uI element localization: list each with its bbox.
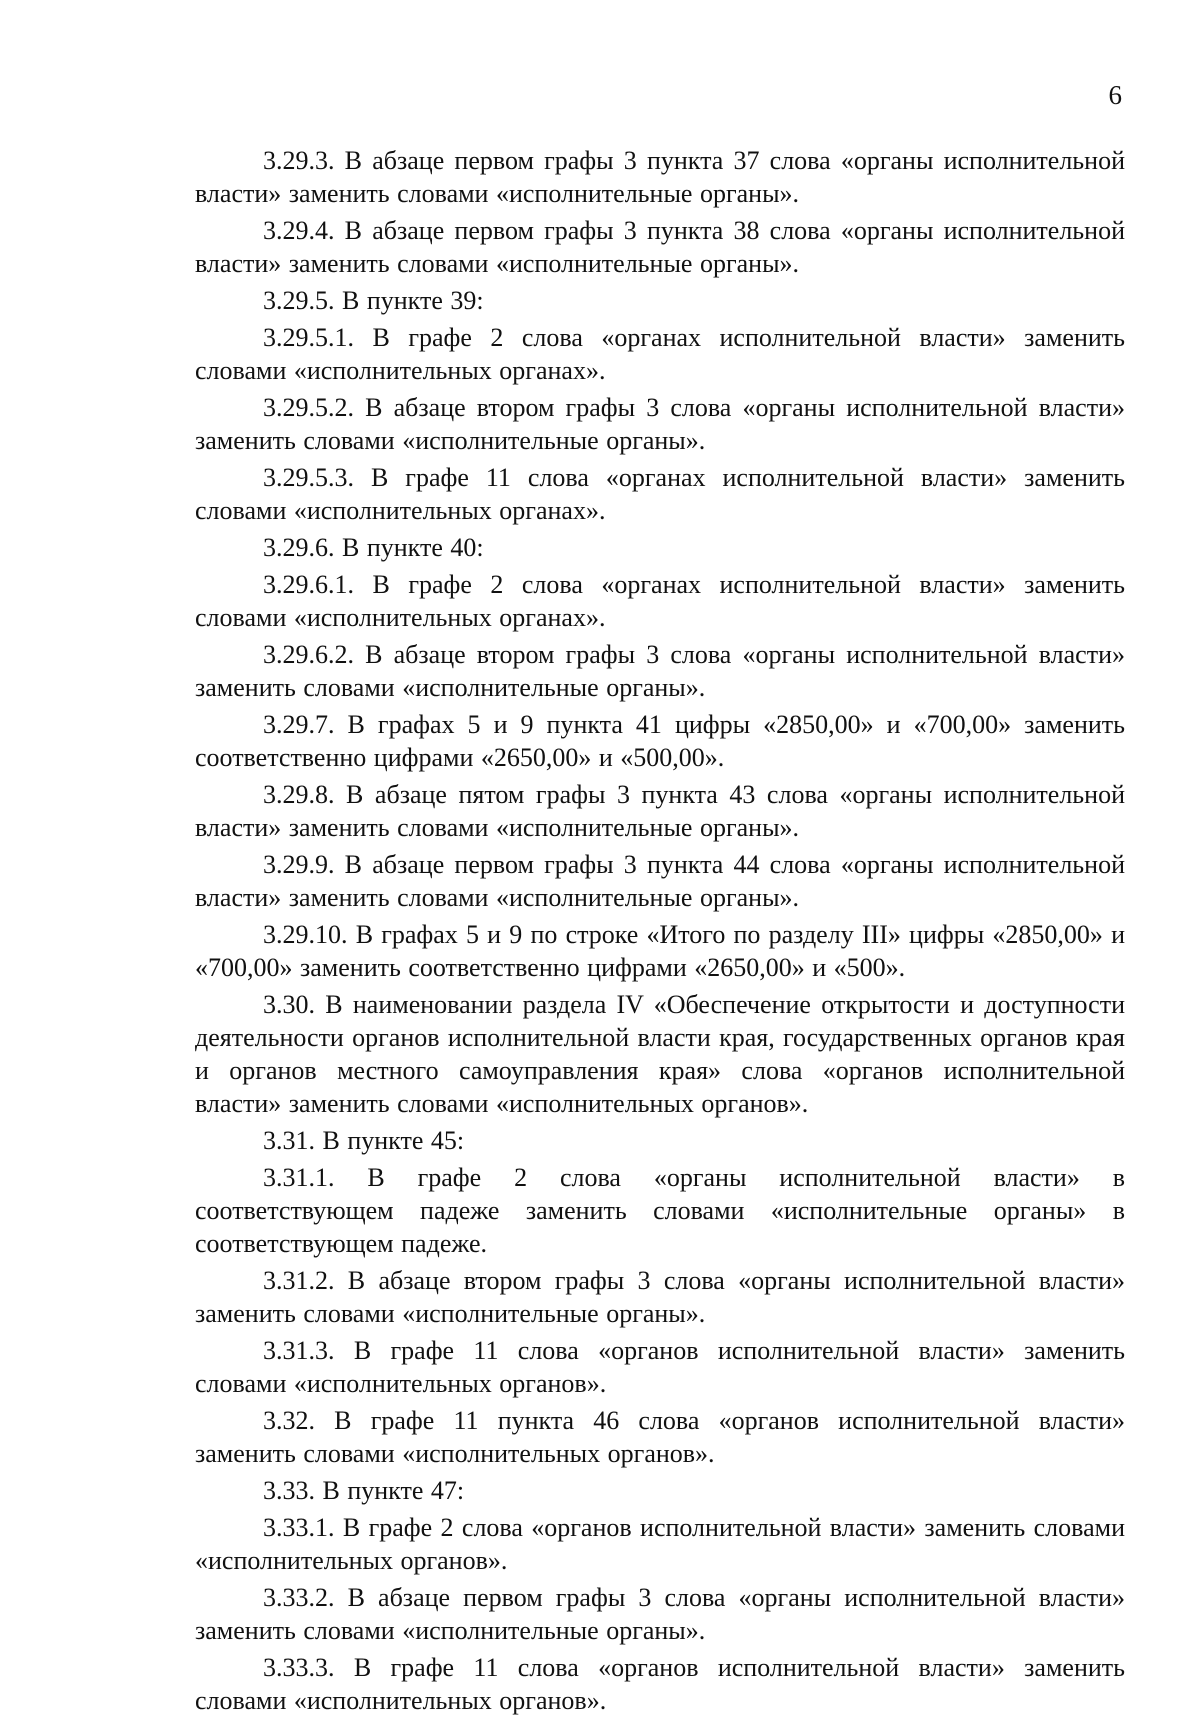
paragraph: 3.29.6. В пункте 40:	[263, 533, 484, 562]
paragraph: 3.32. В графе 11 пункта 46 слова «органов исполнительной власти» заменить словами «исполнительных органов».	[195, 1406, 1125, 1468]
paragraph: 3.33.3. В графе 11 слова «органов исполнительной власти» заменить словами «исполнительных органов».	[195, 1653, 1125, 1715]
paragraph: 3.29.6.2. В абзаце втором графы 3 слова «органы исполнительной власти» заменить словами «исполнительные органы».	[195, 640, 1125, 702]
paragraph: 3.29.9. В абзаце первом графы 3 пункта 44 слова «органы исполнительной власти» заменить словами «исполнительные органы».	[195, 850, 1125, 912]
paragraph: 3.29.5.3. В графе 11 слова «органах исполнительной власти» заменить словами «исполнительных органах».	[195, 463, 1125, 525]
paragraph: 3.30. В наименовании раздела IV «Обеспечение открытости и доступности деятельности органов исполнительной власти края, государственных органов края и органов местного самоуправления края» слова «органов исполнительной власти» заменить словами «исполнительных органов».	[195, 990, 1125, 1118]
paragraph: 3.33.1. В графе 2 слова «органов исполнительной власти» заменить словами «исполнительных органов».	[195, 1513, 1125, 1575]
document-body	[195, 144, 1125, 1721]
paragraph: 3.29.4. В абзаце первом графы 3 пункта 38 слова «органы исполнительной власти» заменить словами «исполнительные органы».	[195, 216, 1125, 278]
paragraph: 3.29.6.1. В графе 2 слова «органах исполнительной власти» заменить словами «исполнительных органах».	[195, 570, 1125, 632]
paragraph: 3.29.5.1. В графе 2 слова «органах исполнительной власти» заменить словами «исполнительных органах».	[195, 323, 1125, 385]
paragraph: 3.31.2. В абзаце втором графы 3 слова «органы исполнительной власти» заменить словами «исполнительные органы».	[195, 1266, 1125, 1328]
paragraph: 3.31. В пункте 45:	[263, 1126, 465, 1155]
paragraph: 3.33.2. В абзаце первом графы 3 слова «органы исполнительной власти» заменить словами «исполнительные органы».	[195, 1583, 1125, 1645]
paragraph: 3.29.10. В графах 5 и 9 по строке «Итого по разделу III» цифры «2850,00» и «700,00» заменить соответственно цифрами «2650,00» и «500».	[195, 920, 1125, 982]
paragraph: 3.29.5.2. В абзаце втором графы 3 слова «органы исполнительной власти» заменить словами «исполнительные органы».	[195, 393, 1125, 455]
paragraph: 3.29.5. В пункте 39:	[263, 286, 484, 315]
page-number: 6	[1108, 80, 1122, 110]
paragraph: 3.29.8. В абзаце пятом графы 3 пункта 43 слова «органы исполнительной власти» заменить словами «исполнительные органы».	[195, 780, 1125, 842]
paragraph: 3.31.3. В графе 11 слова «органов исполнительной власти» заменить словами «исполнительных органов».	[195, 1336, 1125, 1398]
paragraph: 3.29.3. В абзаце первом графы 3 пункта 37 слова «органы исполнительной власти» заменить словами «исполнительные органы».	[195, 146, 1125, 208]
paragraph: 3.31.1. В графе 2 слова «органы исполнительной власти» в соответствующем падеже заменить словами «исполнительные органы» в соответствующем падеже.	[195, 1163, 1125, 1258]
paragraph: 3.29.7. В графах 5 и 9 пункта 41 цифры «2850,00» и «700,00» заменить соответственно цифрами «2650,00» и «500,00».	[195, 710, 1125, 772]
paragraph: 3.33. В пункте 47:	[263, 1476, 465, 1505]
